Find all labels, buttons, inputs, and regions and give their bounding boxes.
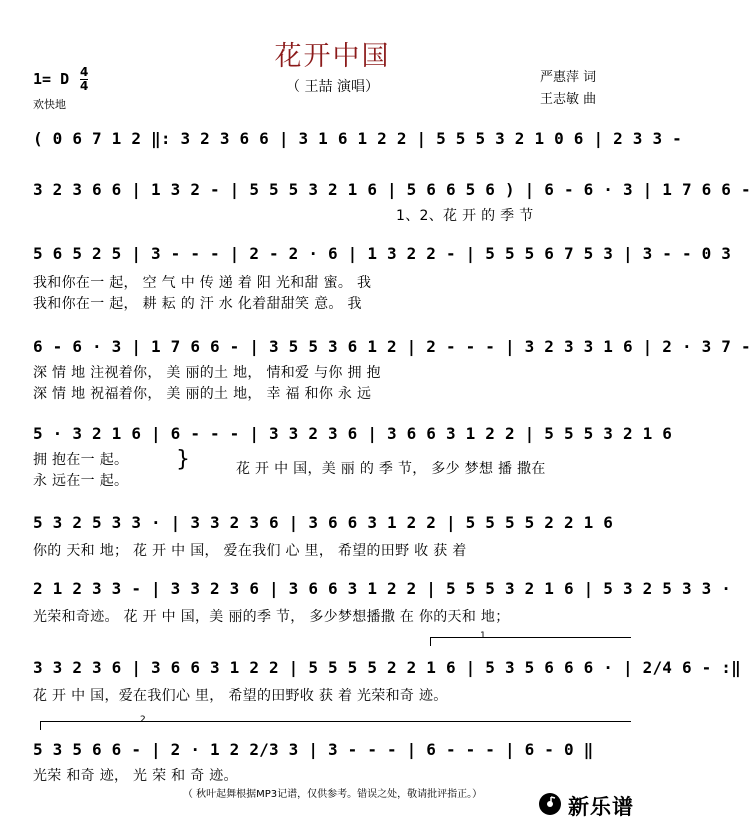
time-bottom: 4: [80, 79, 89, 93]
notation-line-9: 5 3 5 6 6 - | 2 · 1 2 2/3 3 | 3 - - - | 6 - - - | 6 - 0 ‖: [33, 740, 594, 759]
time-signature: [80, 66, 88, 93]
lyric-line-8: 花 开 中 国，爱在我们心 里， 希望的田野收 获 着 光荣和奇 迹。: [33, 688, 448, 704]
notation-line-4: 6 - 6 · 3 | 1 7 6 6 - | 3 5 5 3 6 1 2 | 2 - - - | 3 2 3 3 1 6 | 2 · 3 7 -: [33, 337, 751, 356]
lyric-line-9: 光荣 和奇 迹， 光 荣 和 奇 迹。: [33, 768, 238, 784]
lyric-line-3a: 我和你在一 起， 空 气 中 传 递 着 阳 光和甜 蜜。 我: [33, 275, 372, 291]
composer-credit: 王志敏 曲: [540, 92, 597, 107]
notation-line-1: ( 0 6 7 1 2 ‖: 3 2 3 6 6 | 3 1 6 1 2 2 | 5 5 5 3 2 1 0 6 | 2 3 3 -: [33, 129, 682, 148]
verse-brace: }: [176, 447, 190, 472]
volta-bracket-2: [40, 721, 631, 730]
transcriber-note: （ 秋叶起舞根据MP3记谱，仅供参考。错误之处，敬请批评指正。）: [182, 789, 483, 800]
notation-line-7: 2 1 2 3 3 - | 3 3 2 3 6 | 3 6 6 3 1 2 2 | 5 5 5 3 2 1 6 | 5 3 2 5 3 3 ·: [33, 579, 732, 598]
time-top: 4: [80, 65, 89, 79]
volta-number-1: 1: [480, 631, 486, 641]
lyric-line-7: 光荣和奇迹。 花 开 中 国，美 丽的季 节， 多少梦想播撒 在 你的天和 地；: [33, 609, 510, 625]
lyric-line-4b: 深 情 地 祝福着你， 美 丽的土 地， 幸 福 和你 永 远: [33, 386, 372, 402]
lyric-line-5b: 永 远在一 起。: [33, 473, 129, 489]
volta-bracket-1: [430, 637, 631, 646]
lyric-line-2: 1、2、花 开 的 季 节: [396, 208, 534, 224]
notation-line-2: 3 2 3 6 6 | 1 3 2 - | 5 5 5 3 2 1 6 | 5 6 6 5 6 ) | 6 - 6 · 3 | 1 7 6 6 -: [33, 180, 751, 199]
lyric-line-5a: 拥 抱在一 起。: [33, 452, 129, 468]
volta-number-2: 2: [140, 715, 146, 725]
song-title: 花开中国: [274, 41, 391, 72]
notation-line-6: 5 3 2 5 3 3 · | 3 3 2 3 6 | 3 6 6 3 1 2 2 | 5 5 5 5 2 2 1 6: [33, 513, 614, 532]
site-logo: [538, 791, 634, 821]
tempo-marking: 欢快地: [33, 98, 66, 111]
lyric-line-4a: 深 情 地 注视着你， 美 丽的土 地， 情和爱 与你 拥 抱: [33, 365, 381, 381]
lyric-line-3b: 我和你在一 起， 耕 耘 的 汗 水 化着甜甜笑 意。 我: [33, 296, 362, 312]
lyric-line-6: 你的 天和 地； 花 开 中 国， 爱在我们 心 里， 希望的田野 收 获 着: [33, 543, 467, 559]
notation-line-5: 5 · 3 2 1 6 | 6 - - - | 3 3 2 3 6 | 3 6 6 3 1 2 2 | 5 5 5 3 2 1 6: [33, 424, 673, 443]
lyric-line-5c: 花 开 中 国，美 丽 的 季 节， 多少 梦想 播 撒在: [236, 461, 546, 477]
key-signature: 1= D: [33, 70, 70, 88]
music-disc-icon: [538, 792, 562, 820]
singer-credit: （ 王喆 演唱）: [286, 79, 379, 95]
logo-text: 新乐谱: [568, 795, 634, 819]
notation-line-3: 5 6 5 2 5 | 3 - - - | 2 - 2 · 6 | 1 3 2 2 - | 5 5 5 6 7 5 3 | 3 - - 0 3: [33, 244, 732, 263]
lyricist-credit: 严惠萍 词: [540, 70, 597, 85]
notation-line-8: 3 3 2 3 6 | 3 6 6 3 1 2 2 | 5 5 5 5 2 2 1 6 | 5 3 5 6 6 6 · | 2/4 6 - :‖: [33, 658, 741, 677]
